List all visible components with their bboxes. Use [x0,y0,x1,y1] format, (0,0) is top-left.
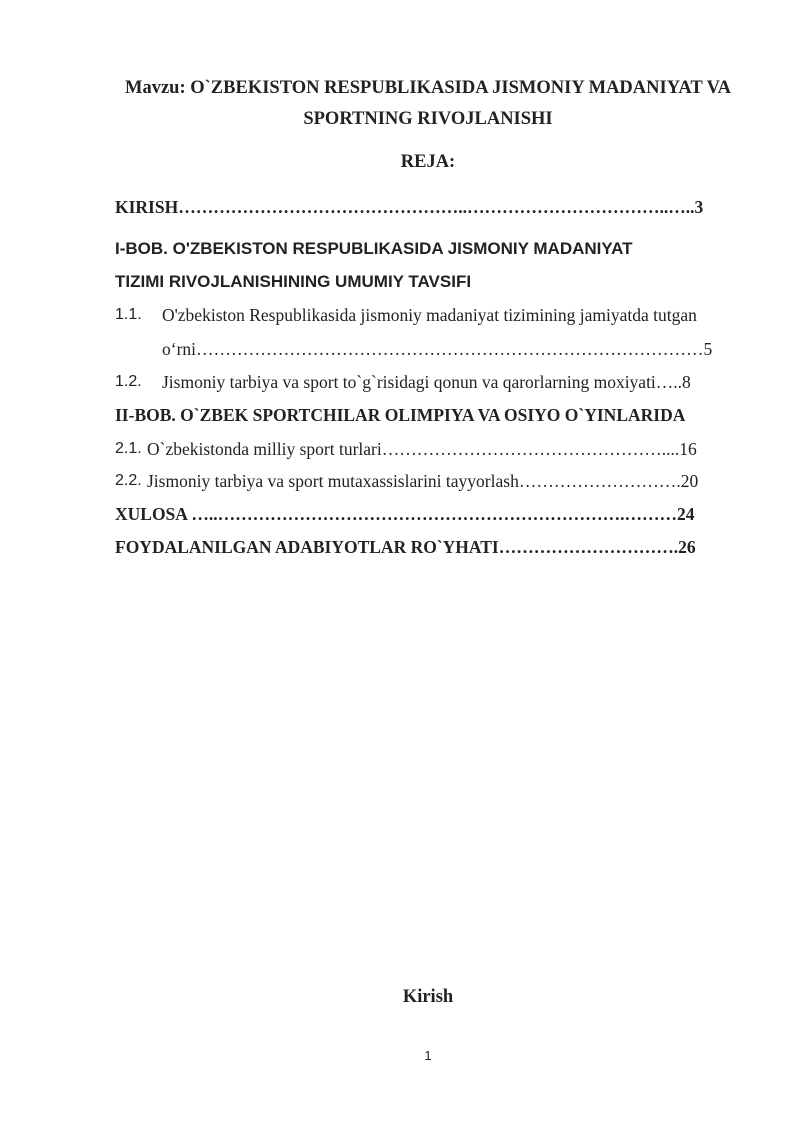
toc-section-2-2-number: 2.2. [115,472,142,489]
section-heading-kirish: Kirish [402,987,454,1007]
toc-section-1-1-line-2: o‘rni……………………………………………………………………………5 [162,339,713,359]
toc-xulosa: XULOSA …..…………………………………………………………….………24 [115,504,695,524]
title-line-1: Mavzu: O`ZBEKISTON RESPUBLIKASIDA JISMONIY MADANIYAT VA [125,78,731,98]
toc-chapter-2: II-BOB. O`ZBEK SPORTCHILAR OLIMPIYA VA OSIYO O`YINLARIDA [115,405,686,425]
title-line-2: SPORTNING RIVOJLANISHI [303,109,553,129]
plan-heading: REJA: [400,152,456,172]
toc-section-2-2-text: Jismoniy tarbiya va sport mutaxassislarini tayyorlash……………………….20 [147,471,699,491]
toc-chapter-1-line-1: I-BOB. O'ZBEKISTON RESPUBLIKASIDA JISMONIY MADANIYAT [115,239,633,258]
toc-references: FOYDALANILGAN ADABIYOTLAR RO`YHATI………………………….26 [115,537,696,557]
toc-kirish: KIRISH…………………………………………..……………………………..…..3 [115,197,704,217]
page-number: 1 [424,1048,432,1063]
toc-section-2-1-text: O`zbekistonda milliy sport turlari…………………………………………....16 [147,439,697,459]
toc-section-1-2-number: 1.2. [115,373,142,390]
toc-section-2-1-number: 2.1. [115,440,142,457]
toc-chapter-1-line-2: TIZIMI RIVOJLANISHINING UMUMIY TAVSIFI [115,272,472,291]
toc-section-1-1-line-1: O'zbekiston Respublikasida jismoniy madaniyat tizimining jamiyatda tutgan [162,305,697,325]
document-title [100,73,756,135]
toc-section-1-1-number: 1.1. [115,306,142,323]
toc-section-1-2-text: Jismoniy tarbiya va sport to`g`risidagi qonun va qarorlarning moxiyati…..8 [162,372,691,392]
